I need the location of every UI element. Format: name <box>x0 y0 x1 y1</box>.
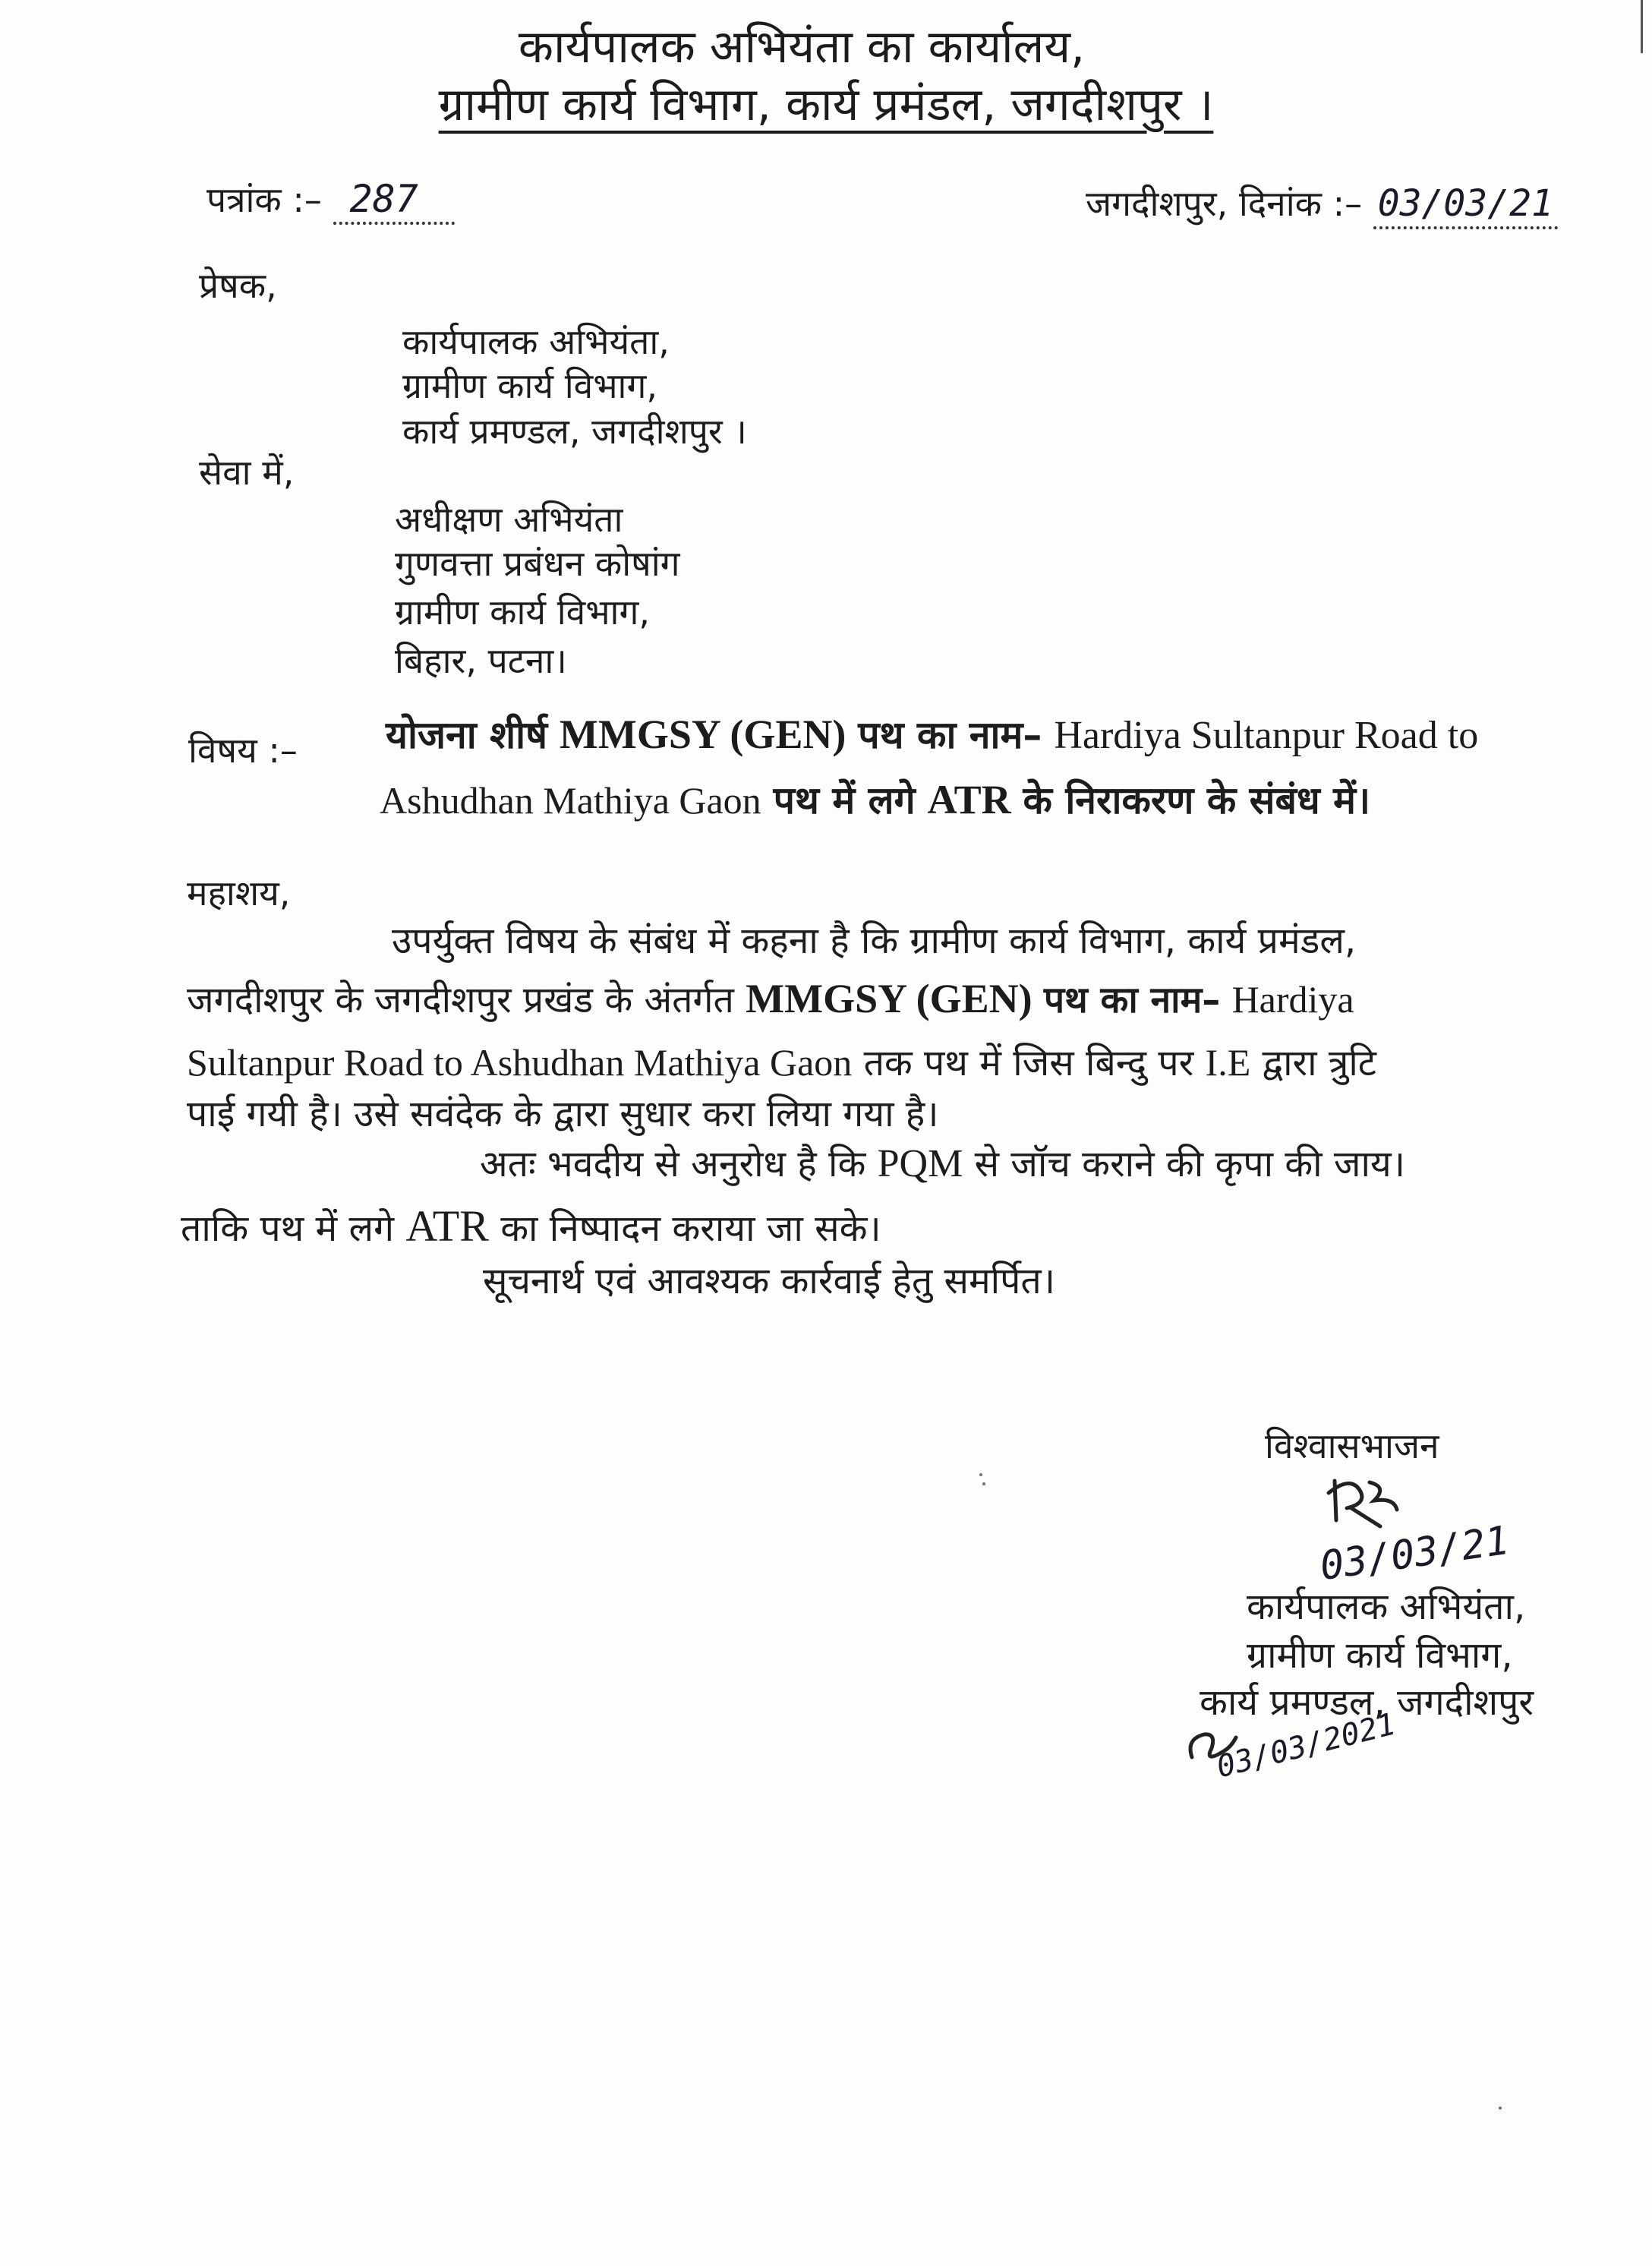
recipient-line-3: ग्रामीण कार्य विभाग, <box>395 592 650 633</box>
subject-line-1: योजना शीर्ष MMGSY (GEN) पथ का नाम– Hardiya Sultanpur Road to <box>386 712 1479 757</box>
subject-line-2: Ashudhan Mathiya Gaon पथ में लगे ATR के निराकरण के संबंध में। <box>380 777 1371 822</box>
signoff-line-2: ग्रामीण कार्य विभाग, <box>1247 1634 1513 1677</box>
page-edge-mark <box>1641 0 1643 53</box>
reference-label: पत्रांक :– <box>206 179 322 220</box>
office-title: कार्यपालक अभियंता का कार्यालय, <box>518 21 1086 74</box>
recipient-line-4: बिहार, पटना। <box>395 640 567 681</box>
recipient-line-1: अधीक्षण अभियंता <box>395 499 623 540</box>
office-subtitle: ग्रामीण कार्य विभाग, कार्य प्रमंडल, जगदीशपुर । <box>438 78 1214 131</box>
signoff-line-1: कार्यपालक अभियंता, <box>1247 1586 1526 1628</box>
signature-date: 03/03/21 <box>1317 1517 1512 1590</box>
place-date-label: जगदीशपुर, दिनांक :– <box>1086 183 1363 224</box>
body-para1-line1: उपर्युक्त विषय के संबंध में कहना है कि ग्रामीण कार्य विभाग, कार्य प्रमंडल, <box>392 920 1357 962</box>
sender-label: प्रेषक, <box>199 265 277 306</box>
paper-speck <box>982 1482 985 1485</box>
paper-speck <box>1499 2107 1502 2110</box>
place-date <box>1086 181 1558 229</box>
body-para1-line2: जगदीशपुर के जगदीशपुर प्रखंड के अंतर्गत MMGSY (GEN) पथ का नाम– Hardiya <box>187 976 1354 1021</box>
body-para1-line3: Sultanpur Road to Ashudhan Mathiya Gaon तक पथ में जिस बिन्दु पर I.E द्वारा त्रुटि <box>187 1041 1376 1084</box>
signature-icon <box>1321 1467 1405 1535</box>
recipient-label: सेवा में, <box>199 452 295 493</box>
paper-speck <box>979 1473 982 1476</box>
body-para2-line2: ताकि पथ में लगे ATR का निष्पादन कराया जा सके। <box>181 1201 881 1251</box>
signoff-line-3: कार्य प्रमण्डल, जगदीशपुर <box>1200 1681 1534 1724</box>
body-para2-line1: अतः भवदीय से अनुरोध है कि PQM से जॉच कराने की कृपा की जाय। <box>480 1142 1405 1185</box>
subject-label: विषय :– <box>188 730 298 771</box>
sender-line-3: कार्य प्रमण्डल, जगदीशपुर । <box>402 411 747 452</box>
sender-line-1: कार्यपालक अभियंता, <box>402 321 670 362</box>
reference-number <box>206 176 455 225</box>
recipient-line-2: गुणवत्ता प्रबंधन कोषांग <box>395 543 680 584</box>
stamp-date: 03/03/2021 <box>1213 1706 1399 1785</box>
sender-line-2: ग्रामीण कार्य विभाग, <box>402 365 657 406</box>
letter-date: 03/03/21 <box>1373 181 1558 229</box>
closing: विश्वासभाजन <box>1265 1425 1439 1466</box>
body-para3: सूचनार्थ एवं आवश्यक कार्रवाई हेतु समर्पित। <box>483 1260 1055 1302</box>
body-para1-line4: पाई गयी है। उसे सवंदेक के द्वारा सुधार करा लिया गया है। <box>187 1093 939 1135</box>
reference-number-value: 287 <box>333 176 455 225</box>
salutation: महाशय, <box>187 873 291 914</box>
